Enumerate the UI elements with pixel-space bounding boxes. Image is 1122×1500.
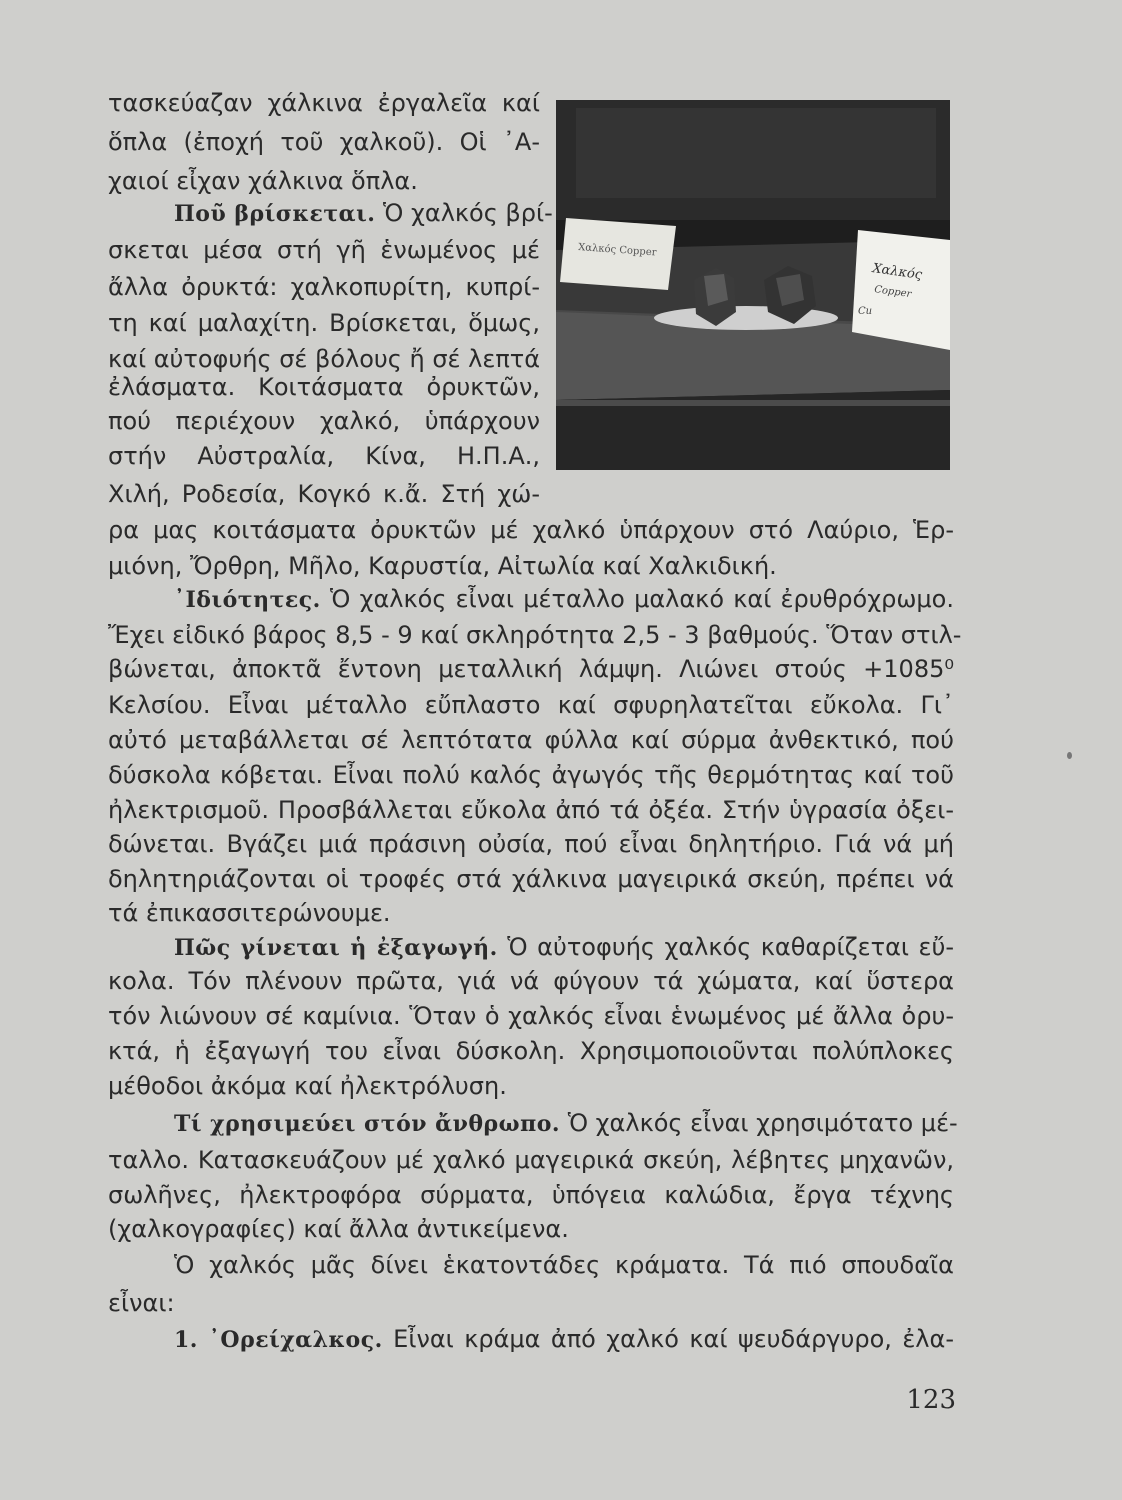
text-span: Εἶναι κράμα ἀπό χαλκό καί ψευδάργυρο, ἐλα- <box>382 1325 954 1353</box>
label-card-right-symbol: Cu <box>858 306 873 317</box>
section-heading: Πῶς γίνεται ἡ ἐξαγωγή. <box>174 935 498 961</box>
text-span: Ὁ χαλκός εἶναι χρησιμότατο μέ- <box>560 1109 958 1137</box>
text-line: ρα μας κοιτάσματα ὀρυκτῶν μέ χαλκό ὑπάρχουν στό Λαύριο, Ἑρ- <box>108 516 954 544</box>
text-line: μιόνη, Ὄρθρη, Μῆλο, Καρυστία, Αἰτωλία καί Χαλκιδική. <box>108 552 777 580</box>
text-line: Ὁ χαλκός μᾶς δίνει ἑκατοντάδες κράματα. Τά πιό σπουδαῖα <box>174 1251 954 1279</box>
text-line-with-heading <box>108 1108 958 1140</box>
copper-photo-drawing <box>556 100 950 470</box>
text-line: καί αὐτοφυής σέ βόλους ἤ σέ λεπτά <box>108 345 541 373</box>
text-line: ὅπλα (ἐποχή τοῦ χαλκοῦ). Οἱ ᾿Α- <box>108 128 540 156</box>
text-line-with-heading <box>108 1324 954 1356</box>
copper-specimen-photo <box>556 100 950 470</box>
text-line: ἐλάσματα. Κοιτάσματα ὀρυκτῶν, <box>108 373 540 401</box>
text-line: κολα. Τόν πλένουν πρῶτα, γιά νά φύγουν τά χώματα, καί ὕστερα <box>108 967 954 995</box>
text-line: σκεται μέσα στή γῆ ἑνωμένος μέ <box>108 236 540 264</box>
text-line: κτά, ἡ ἐξαγωγή του εἶναι δύσκολη. Χρησιμοποιοῦνται πολύπλοκες <box>108 1037 954 1065</box>
text-span: Ὁ χαλκός εἶναι μέταλλο μαλακό καί ἐρυθρόχρωμο. <box>320 585 954 613</box>
print-speck <box>1067 752 1072 759</box>
text-line: Κελσίου. Εἶναι μέταλλο εὔπλαστο καί σφυρηλατεῖται εὔκολα. Γι᾿ <box>108 691 954 719</box>
text-line: τη καί μαλαχίτη. Βρίσκεται, ὅμως, <box>108 309 540 337</box>
label-card-right-title: Χαλκός <box>871 261 923 283</box>
text-line: τόν λιώνουν σέ καμίνια. Ὅταν ὁ χαλκός εἶναι ἑνωμένος μέ ἄλλα ὀρυ- <box>108 1002 954 1030</box>
text-line: ἄλλα ὀρυκτά: χαλκοπυρίτη, κυπρί- <box>108 273 540 301</box>
label-card-right-english: Copper <box>873 284 912 301</box>
text-line-with-heading <box>108 584 954 616</box>
text-line: στήν Αὐστραλία, Κίνα, Η.Π.Α., <box>108 442 540 470</box>
text-line: αὐτό μεταβάλλεται σέ λεπτότατα φύλλα καί σύρμα ἀνθεκτικό, πού <box>108 726 954 754</box>
text-line: ταλλο. Κατασκευάζουν μέ χαλκό μαγειρικά σκεύη, λέβητες μηχανῶν, <box>108 1146 954 1174</box>
text-line: ἠλεκτρισμοῦ. Προσβάλλεται εὔκολα ἀπό τά ὀξέα. Στήν ὑγρασία ὀξει- <box>108 796 954 824</box>
text-line: (χαλκογραφίες) καί ἄλλα ἀντικείμενα. <box>108 1215 569 1243</box>
text-line-with-heading <box>108 198 553 230</box>
text-line: Χιλή, Ροδεσία, Κογκό κ.ἄ. Στή χώ- <box>108 480 540 508</box>
text-span: Ὁ χαλκός βρί- <box>375 199 553 227</box>
section-heading: Ποῦ βρίσκεται. <box>174 201 376 227</box>
section-heading: 1. ᾿Ορείχαλκος. <box>174 1327 383 1353</box>
text-span: Ὁ αὐτοφυής χαλκός καθαρίζεται εὔ- <box>497 933 955 961</box>
text-line: βώνεται, ἀποκτᾶ ἔντονη μεταλλική λάμψη. Λιώνει στούς +1085⁰ <box>108 655 954 683</box>
text-line: σωλῆνες, ἠλεκτροφόρα σύρματα, ὑπόγεια καλώδια, ἔργα τέχνης <box>108 1181 954 1209</box>
text-line: δηλητηριάζονται οἱ τροφές στά χάλκινα μαγειρικά σκεύη, πρέπει νά <box>108 865 954 893</box>
text-line: εἶναι: <box>108 1289 175 1317</box>
text-line: δύσκολα κόβεται. Εἶναι πολύ καλός ἀγωγός τῆς θερμότητας καί τοῦ <box>108 761 954 789</box>
section-heading: ᾿Ιδιότητες. <box>174 587 321 613</box>
text-line-with-heading <box>108 932 954 964</box>
label-card-left-text: Χαλκός Copper <box>577 242 657 259</box>
section-heading: Τί χρησιμεύει στόν ἄνθρωπο. <box>174 1111 561 1137</box>
page-number: 123 <box>906 1385 956 1415</box>
text-line: δώνεται. Βγάζει μιά πράσινη οὐσία, πού εἶναι δηλητήριο. Γιά νά μή <box>108 830 954 858</box>
text-line: τά ἐπικασσιτερώνουμε. <box>108 899 391 927</box>
text-line: μέθοδοι ἀκόμα καί ἠλεκτρόλυση. <box>108 1072 507 1100</box>
text-line: χαιοί εἶχαν χάλκινα ὅπλα. <box>108 167 418 195</box>
text-line: πού περιέχουν χαλκό, ὑπάρχουν <box>108 407 540 435</box>
text-line: τασκεύαζαν χάλκινα ἐργαλεῖα καί <box>108 89 540 117</box>
text-line: Ἔχει εἰδικό βάρος 8,5 - 9 καί σκληρότητα 2,5 - 3 βαθμούς. Ὅταν στιλ- <box>108 621 962 649</box>
